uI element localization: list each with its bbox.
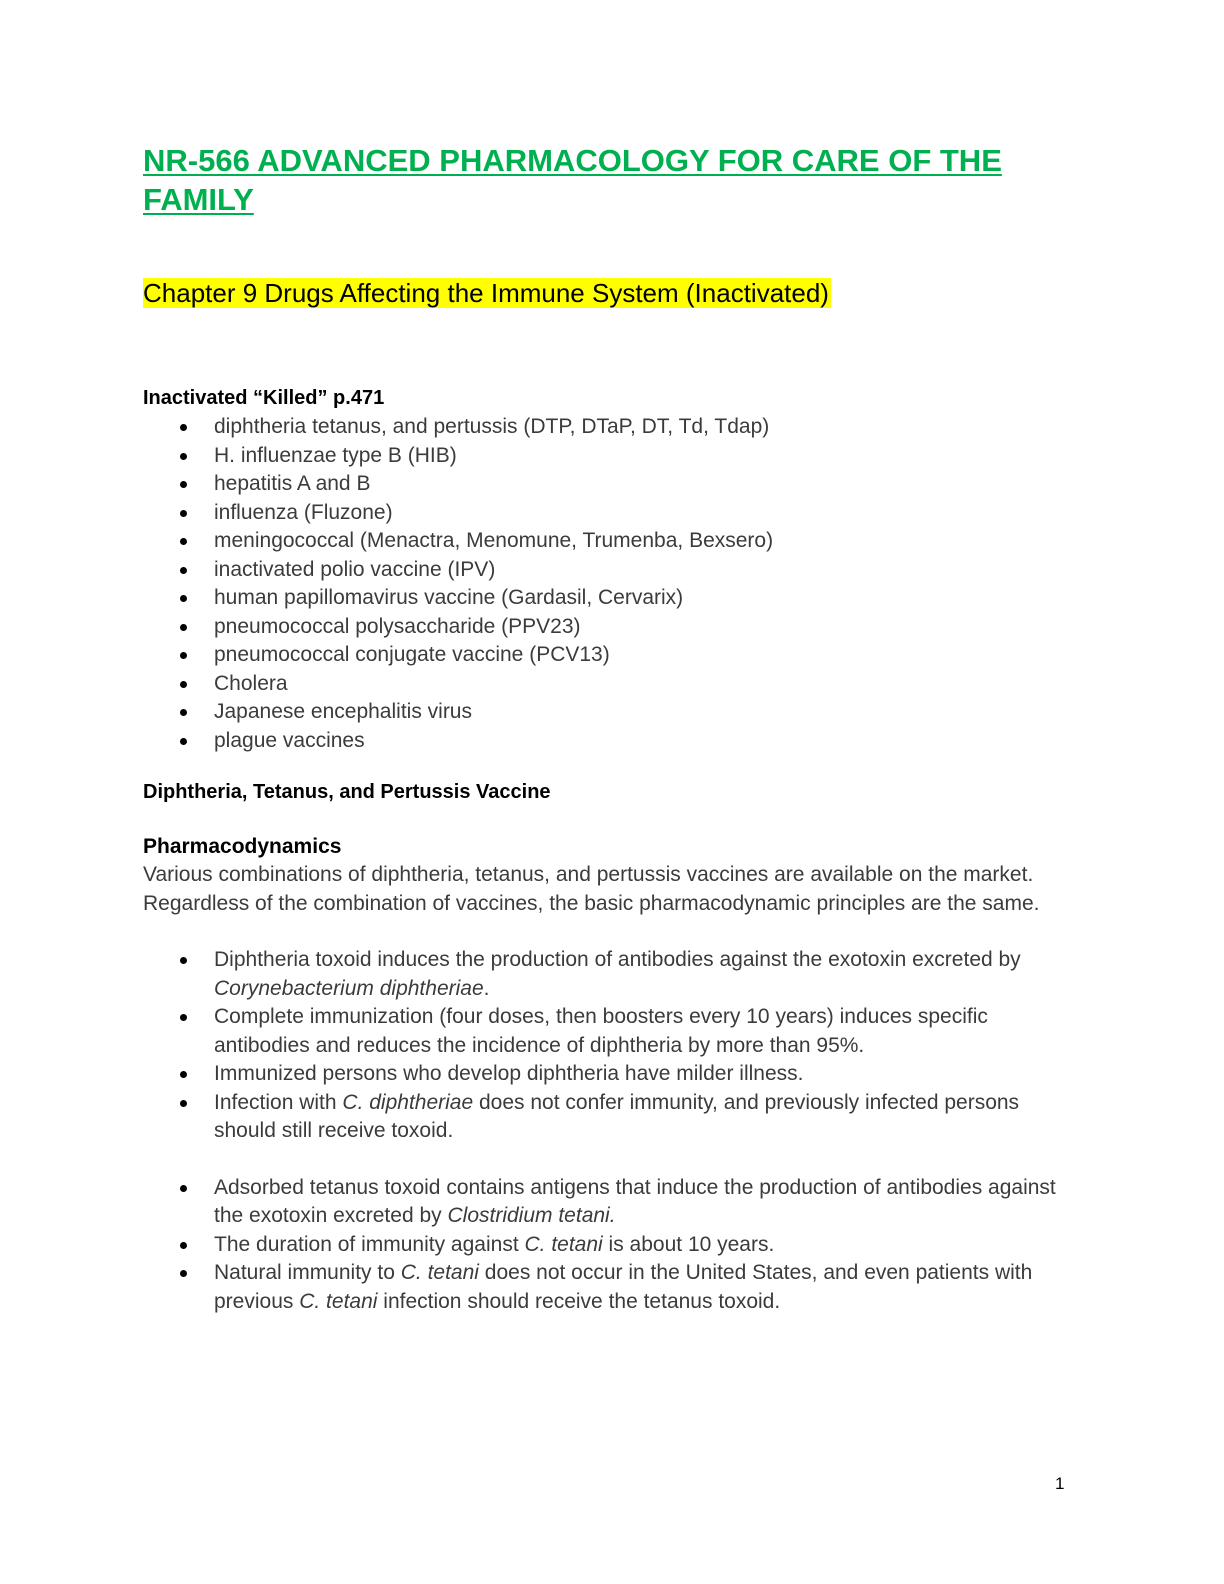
document-title: NR-566 ADVANCED PHARMACOLOGY FOR CARE OF THE FAMILY: [143, 143, 1002, 217]
pharmacodynamics-paragraph-2: Regardless of the combination of vaccines, the basic pharmacodynamic principles are the same.: [143, 891, 1040, 915]
organism-name: C. diphtheriae: [342, 1090, 474, 1114]
text-segment: does not confer immunity, and previously infected persons should still receive toxoid.: [214, 1090, 1020, 1142]
list-item: [143, 1174, 1083, 1231]
organism-name: Clostridium tetani.: [447, 1204, 616, 1227]
text-segment: Adsorbed tetanus toxoid contains antigens that induce the production of antibodies against the exotoxin excreted by: [214, 1175, 1056, 1227]
list-item: [143, 946, 1083, 1003]
list-item: [143, 1089, 1083, 1146]
text-segment: The duration of immunity against: [214, 1232, 525, 1256]
chapter-heading: [143, 276, 1083, 310]
organism-name: C. tetani: [299, 1289, 378, 1313]
list-item: [143, 1231, 1083, 1260]
text-segment: infection should receive the tetanus toxoid.: [377, 1289, 781, 1313]
list-item: pneumococcal conjugate vaccine (PCV13): [143, 641, 1083, 670]
organism-name: C. tetani: [400, 1261, 479, 1284]
spacer: [143, 1146, 1083, 1174]
list-item: hepatitis A and B: [143, 470, 1083, 499]
text-segment: .: [483, 976, 490, 1000]
pharmacodynamics-heading: Pharmacodynamics: [143, 835, 342, 858]
list-item: Japanese encephalitis virus: [143, 698, 1083, 727]
tetanus-list: [143, 1174, 1083, 1317]
list-item: pneumococcal polysaccharide (PPV23): [143, 613, 1083, 642]
list-item: [143, 1259, 1083, 1316]
dtp-section-heading: Diphtheria, Tetanus, and Pertussis Vaccine: [143, 781, 551, 803]
killed-vaccine-list: [143, 413, 1083, 755]
text-segment: is about 10 years.: [602, 1232, 775, 1256]
list-item: human papillomavirus vaccine (Gardasil, Cervarix): [143, 584, 1083, 613]
list-item: H. influenzae type B (HIB): [143, 442, 1083, 471]
pharmacodynamics-paragraph-1: Various combinations of diphtheria, tetanus, and pertussis vaccines are available on the market.: [143, 863, 1034, 886]
organism-name: C. tetani: [524, 1232, 603, 1256]
diphtheria-list: [143, 946, 1083, 1146]
text-segment: does not occur in the United States, and even patients with previous: [214, 1261, 1033, 1313]
list-item: Complete immunization (four doses, then boosters every 10 years) induces specific antibodies and reduces the incidence of diphtheria by more than 95%.: [143, 1003, 1083, 1060]
list-item: inactivated polio vaccine (IPV): [143, 556, 1083, 585]
list-item: Immunized persons who develop diphtheria have milder illness.: [143, 1060, 1083, 1089]
organism-name: Corynebacterium diphtheriae: [214, 976, 484, 1000]
text-segment: Diphtheria toxoid induces the production of antibodies against the exotoxin excreted by: [214, 948, 1021, 971]
spacer: [143, 918, 1083, 946]
page-content: [143, 141, 1083, 1316]
list-item: Cholera: [143, 670, 1083, 699]
list-item: influenza (Fluzone): [143, 499, 1083, 528]
chapter-heading-text: Chapter 9 Drugs Affecting the Immune System (Inactivated): [143, 278, 829, 308]
text-segment: Natural immunity to: [214, 1261, 401, 1284]
list-item: plague vaccines: [143, 727, 1083, 756]
list-item: diphtheria tetanus, and pertussis (DTP, DTaP, DT, Td, Tdap): [143, 413, 1083, 442]
text-segment: Infection with: [214, 1090, 343, 1114]
page-number: 1: [1055, 1474, 1065, 1493]
killed-section-heading: Inactivated “Killed” p.471: [143, 387, 385, 409]
list-item: meningococcal (Menactra, Menomune, Trumenba, Bexsero): [143, 527, 1083, 556]
